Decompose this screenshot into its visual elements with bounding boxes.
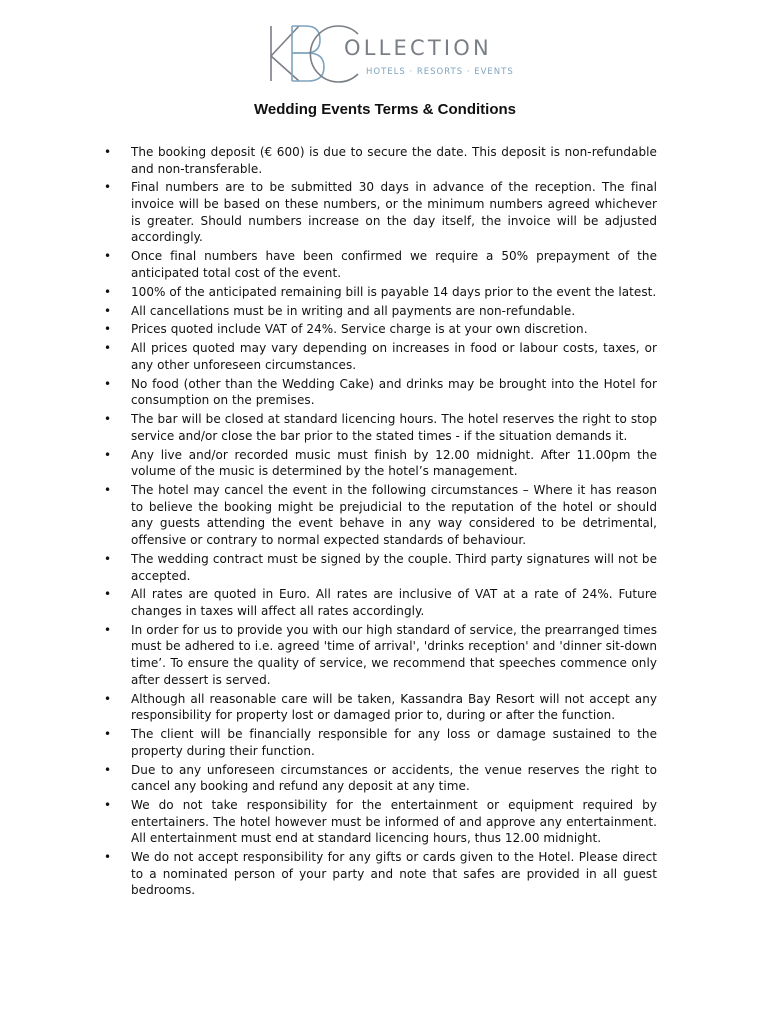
term-text: The client will be financially responsible for any loss or damage sustained to the property during their function.: [131, 727, 657, 758]
term-text: The hotel may cancel the event in the following circumstances – Where it has reason to believe the booking might be prejudicial to the reputation of the hotel or should any guests attending the event behave in any way considered to be detrimental, offensive or contrary to normal expected standards of behaviour.: [131, 483, 657, 548]
list-item: [104, 321, 657, 338]
logo-wordmark: OLLECTION: [344, 36, 492, 60]
bullet-icon: •: [104, 447, 112, 462]
bullet-icon: •: [104, 587, 112, 602]
logo-tagline: HOTELS · RESORTS · EVENTS: [366, 67, 514, 77]
bullet-icon: •: [104, 284, 112, 299]
bullet-icon: •: [104, 691, 112, 706]
bullet-icon: •: [104, 762, 112, 777]
list-item: [104, 762, 657, 795]
list-item: [104, 144, 657, 177]
bullet-icon: •: [104, 341, 112, 356]
term-text: Due to any unforeseen circumstances or accidents, the venue reserves the right to cancel any booking and refund any deposit at any time.: [131, 762, 657, 794]
list-item: [104, 849, 657, 899]
list-item: [104, 248, 657, 281]
term-text: All rates are quoted in Euro. All rates are inclusive of VAT at a rate of 24%. Future changes in taxes will affect all rates accordingly.: [131, 587, 657, 618]
page-title: Wedding Events Terms & Conditions: [254, 101, 516, 118]
list-item: [104, 340, 657, 373]
term-text: No food (other than the Wedding Cake) and drinks may be brought into the Hotel for consumption on the premises.: [131, 376, 657, 408]
bullet-icon: •: [104, 412, 112, 427]
list-item: [104, 482, 657, 548]
list-item: [104, 179, 657, 245]
list-item: [104, 586, 657, 619]
term-text: Final numbers are to be submitted 30 days in advance of the reception. The final invoice will be based on these numbers, or the minimum numbers agreed whichever is greater. Should numbers increase on the day itself, the invoice will be adjusted accordingly.: [131, 180, 657, 245]
term-text: Although all reasonable care will be taken, Kassandra Bay Resort will not accept any responsibility for property lost or damaged prior to, during or after the function.: [131, 691, 657, 723]
bullet-icon: •: [104, 322, 112, 337]
bullet-icon: •: [104, 622, 112, 637]
bullet-icon: •: [104, 249, 112, 264]
list-item: [104, 303, 657, 320]
term-text: The bar will be closed at standard licencing hours. The hotel reserves the right to stop service and/or close the bar prior to the stated times - if the situation demands it.: [131, 412, 657, 443]
term-text: Any live and/or recorded music must finish by 12.00 midnight. After 11.00pm the volume of the music is determined by the hotel’s management.: [131, 447, 657, 479]
list-item: [104, 691, 657, 724]
bullet-icon: •: [104, 180, 112, 195]
term-text: 100% of the anticipated remaining bill is payable 14 days prior to the event the latest.: [131, 284, 657, 299]
bullet-icon: •: [104, 798, 112, 813]
kbc-collection-logo: [262, 20, 512, 86]
terms-list: [104, 144, 657, 901]
bullet-icon: •: [104, 727, 112, 742]
term-text: The wedding contract must be signed by the couple. Third party signatures will not be accepted.: [131, 551, 657, 583]
term-text: We do not take responsibility for the entertainment or equipment required by entertainers. The hotel however must be informed of and approve any entertainment. All entertainment must end at standard licencing hours, thus 12.00 midnight.: [131, 798, 657, 846]
term-text: The booking deposit (€ 600) is due to secure the date. This deposit is non-refundable and non-transferable.: [131, 145, 657, 176]
bullet-icon: •: [104, 850, 112, 865]
bullet-icon: •: [104, 303, 112, 318]
list-item: [104, 447, 657, 480]
list-item: [104, 726, 657, 759]
list-item: [104, 411, 657, 444]
list-item: [104, 376, 657, 409]
term-text: Once final numbers have been confirmed we require a 50% prepayment of the anticipated total cost of the event.: [131, 249, 657, 280]
list-item: [104, 284, 657, 301]
bullet-icon: •: [104, 145, 112, 159]
term-text: In order for us to provide you with our high standard of service, the prearranged times must be adhered to i.e. agreed 'time of arrival', 'drinks reception' and 'dinner sit-down time’. To ensure the quality of service, we recommend that speeches commence only after dessert is served.: [131, 622, 657, 687]
term-text: Prices quoted include VAT of 24%. Service charge is at your own discretion.: [131, 322, 588, 337]
term-text: All cancellations must be in writing and all payments are non-refundable.: [131, 303, 576, 318]
bullet-icon: •: [104, 551, 112, 566]
list-item: [104, 797, 657, 847]
list-item: [104, 622, 657, 688]
bullet-icon: •: [104, 376, 112, 391]
term-text: We do not accept responsibility for any gifts or cards given to the Hotel. Please direct to a nominated person of your party and note that safes are provided in all guest bedrooms.: [131, 850, 657, 898]
bullet-icon: •: [104, 483, 112, 498]
list-item: [104, 551, 657, 584]
term-text: All prices quoted may vary depending on increases in food or labour costs, taxes, or any other unforeseen circumstances.: [131, 341, 657, 372]
